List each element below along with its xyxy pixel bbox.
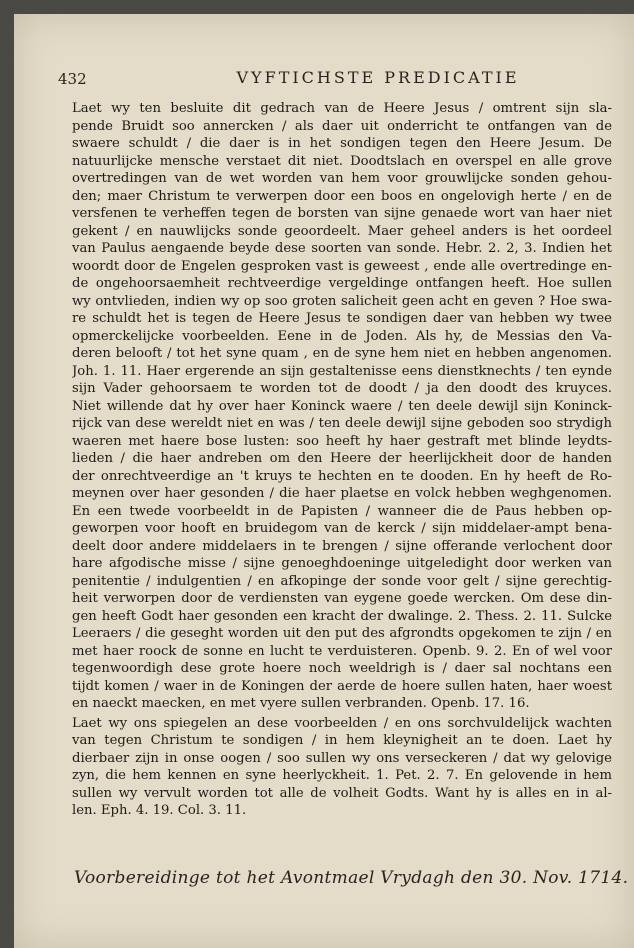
text-line: rijck van dese wereldt niet en was / ten deele dewijl sijne geboden soo strydigh (72, 416, 612, 431)
text-line: pende Bruidt soo annercken / als daer uit onderricht te ontfangen van de (72, 118, 612, 134)
text-line: meynen over haer gesonden / die haer plaetse en volck hebben weghgenomen. (72, 486, 612, 501)
text-line: geworpen voor hooft en bruidegom van de kerck / sijn middelaer-ampt bena- (72, 521, 612, 536)
text-line: Leeraers / die geseght worden uit den put des afgrondts opgekomen te zijn / en (72, 626, 612, 641)
text-line: sullen wy vervult worden tot alle de volheit Godts. Want hy is alles en in al- (72, 785, 612, 801)
text-line: Laet wy ons spiegelen an dese voorbeelden / en ons sorchvuldelijck wachten (72, 715, 612, 731)
text-line: woordt door de Engelen gesproken vast is geweest , ende alle overtredinge en- (72, 258, 612, 274)
text-line: en naeckt maecken, en met vyere sullen verbranden. Openb. 17. 16. (72, 696, 530, 711)
text-line: dierbaer zijn in onse oogen / soo sullen wy ons verseckeren / dat wy gelovige (72, 750, 612, 766)
text-line: re schuldt het is tegen de Heere Jesus te sondigen daer van hebben wy twee (72, 311, 612, 326)
text-line: Niet willende dat hy over haer Koninck waere / ten deele dewijl sijn Koninck- (72, 398, 612, 414)
text-line: tegenwoordigh dese grote hoere noch weeldrigh is / daer sal nochtans een (72, 661, 612, 676)
text-line: gekent / en nauwlijcks sonde geoordeelt. Maer geheel anders is het oordeel (72, 223, 612, 239)
text-line: tijdt komen / waer in de Koningen der aerde de hoere sullen haten, haer woest (72, 678, 612, 694)
text-line: sijn Vader gehoorsaem te worden tot de doodt / ja den doodt des kruyces. (72, 381, 612, 396)
text-line: Joh. 1. 11. Haer ergerende an sijn gestaltenisse eens dienstknechts / ten eynde (72, 363, 612, 379)
text-line: opmerckelijcke voorbeelden. Eene in de Joden. Als hy, de Messias den Va- (72, 328, 612, 344)
text-line: Laet wy ten besluite dit gedrach van de Heere Jesus / omtrent sijn sla- (72, 101, 612, 116)
text-line: lieden / die haer andreben om den Heere der heerlijckheit door de handen (72, 451, 612, 466)
text-line: len. Eph. 4. 19. Col. 3. 11. (72, 803, 247, 818)
text-line: van Paulus aengaende beyde dese soorten van sonde. Hebr. 2. 2, 3. Indien het (72, 241, 612, 256)
text-line: En een twede voorbeeldt in de Papisten / wanneer die de Paus hebben op- (72, 503, 612, 519)
text-line: waeren met haere bose lusten: soo heeft hy haer gestraft met blinde leydts- (72, 433, 612, 449)
text-line: zyn, die hem kennen en syne heerlyckheit. 1. Pet. 2. 7. En gelovende in hem (72, 768, 612, 783)
text-line: den; maer Christum te verwerpen door een boos en ongelovigh herte / en de (72, 188, 612, 204)
text-line: met haer roock de sonne en lucht te verduisteren. Openb. 9. 2. En of wel voor (72, 643, 612, 659)
text-line: deren belooft / tot het syne quam , en de syne hem niet en hebben angenomen. (72, 346, 612, 361)
text-line: heit verworpen door de verdiensten van eygene goede wercken. Om dese din- (72, 591, 612, 606)
text-line: deelt door andere middelaers in te brengen / sijne offerande verlochent door (72, 538, 612, 554)
text-line: van tegen Christum te sondigen / in hem kleynigheit an te doen. Laet hy (72, 733, 612, 748)
paragraph-1 (72, 100, 612, 713)
page-header (58, 68, 618, 92)
text-line: hare afgodische misse / sijne genoeghdoeninge uitgeledight door werken van (72, 556, 612, 571)
text-line: penitentie / indulgentien / en afkopinge der sonde voor gelt / sijne gerechtig- (72, 573, 612, 589)
text-line: der onrechtveerdige an 't kruys te hechten en te dooden. En hy heeft de Ro- (72, 468, 612, 484)
text-line: swaere schuldt / die daer is in het sondigen tegen den Heere Jesum. De (72, 136, 612, 151)
text-line: de ongehoorsaemheit rechtveerdige vergeldinge ontfangen heeft. Hoe sullen (72, 276, 612, 291)
running-title: VYFTICHSTE PREDICATIE (236, 68, 520, 87)
text-line: gen heeft Godt haer gesonden een kracht der dwalinge. 2. Thess. 2. 11. Sulcke (72, 608, 612, 624)
page-number: 432 (58, 70, 87, 88)
text-line: natuurlijcke mensche verstaet dit niet. Doodtslach en overspel en alle grove (72, 153, 612, 169)
sermon-text (72, 100, 612, 820)
footer-note: Voorbereidinge tot het Avontmael Vrydagh den 30. Nov. 1714. (74, 868, 629, 888)
text-line: overtredingen van de wet worden van hem voor grouwlijcke sonden gehou- (72, 171, 612, 186)
paragraph-2 (72, 715, 612, 820)
text-line: versfenen te verheffen tegen de borsten van sijne genaede wort van haer niet (72, 206, 612, 221)
text-line: wy ontvlieden, indien wy op soo groten salicheit geen acht en geven ? Hoe swa- (72, 293, 612, 309)
book-page (14, 14, 634, 948)
